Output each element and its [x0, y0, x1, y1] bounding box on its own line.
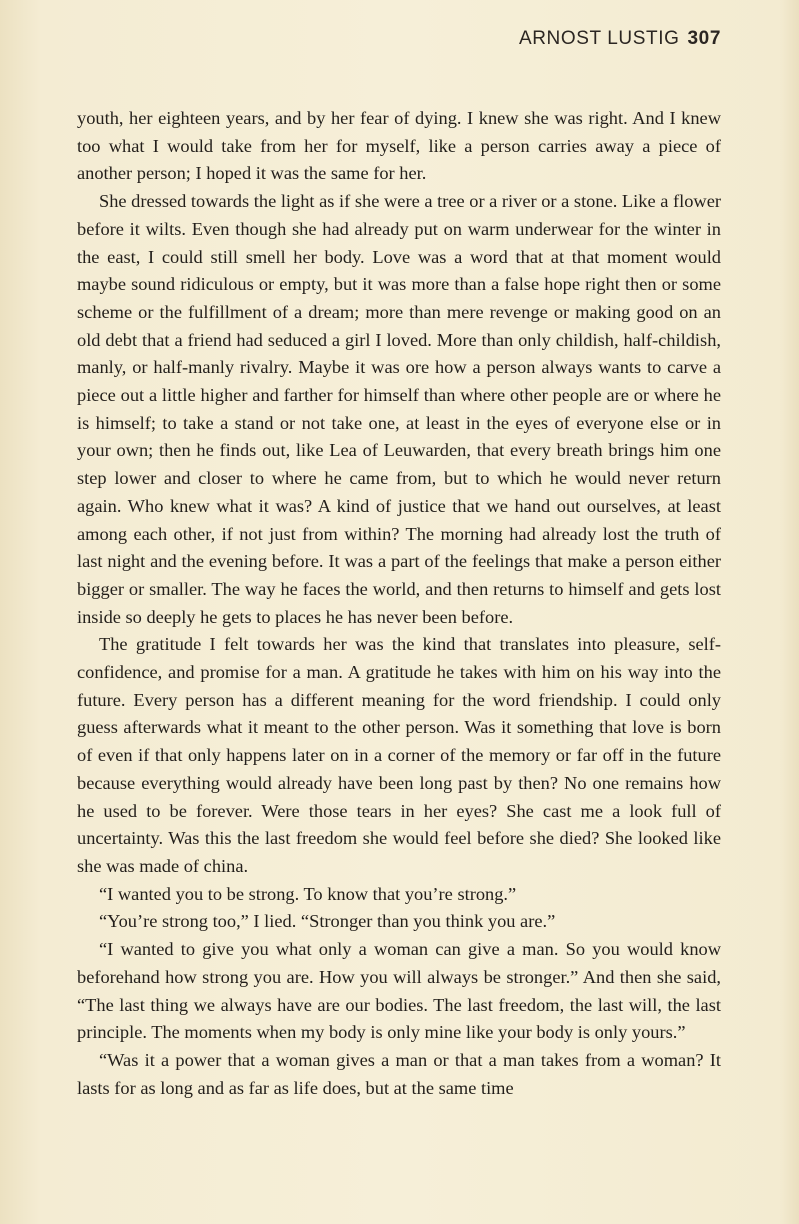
author-name: ARNOST LUSTIG — [518, 28, 680, 49]
paragraph-5: “You’re strong too,” I lied. “Stronger than you think you are.” — [99, 911, 556, 932]
body-text — [77, 105, 721, 1102]
running-head — [519, 28, 721, 50]
paragraph-2: She dressed towards the light as if she were a tree or a river or a stone. Like a flower before it wilts. Even though she had already put on warm underwear for the winter in the east, I could still smell her body. Love was a word that at that moment would maybe sound ridiculous or empty, but it was more than a false hope right then or some scheme or the fulfillment of a dream; more than mere revenge or making good on an old debt that a friend had seduced a girl I loved. More than only childish, half-childish, manly, or half-manly rivalry. Maybe it was ore how a person always wants to carve a piece out a little higher and farther for himself than where other people are or where he is himself; to take a stand or not take one, at least in the eyes of everyone else or in your own; then he finds out, like Lea of Leuwarden, that every breath brings him one step lower and closer to where he came from, but to which he would never return again. Who knew what it was? A kind of justice that we hand out ourselves, at least among each other, if not just from within? The morning had already lost the truth of last night and the evening before. It was a part of the feelings that make a person either bigger or smaller. The way he faces the world, and then returns to himself and gets lost inside so deeply he gets to places he has never been before. — [77, 191, 721, 627]
paragraph-3: The gratitude I felt towards her was the kind that translates into pleasure, self-confidence, and promise for a man. A gratitude he takes with him on his way into the future. Every person has a different meaning for the word friendship. I could only guess afterwards what it meant to the other person. Was it something that love is born of even if that only happens later on in a corner of the memory or far off in the future because everything would already have been long past by then? No one remains how he used to be forever. Were those tears in her eyes? She cast me a look full of uncertainty. Was this the last freedom she would feel before she died? She looked like she was made of china. — [77, 634, 721, 876]
paragraph-7: “Was it a power that a woman gives a man or that a man takes from a woman? It lasts for as long and as far as life does, but at the same time — [77, 1049, 721, 1098]
paragraph-4: “I wanted you to be strong. To know that you’re strong.” — [99, 883, 517, 904]
page-number: 307 — [687, 28, 721, 49]
paragraph-6: “I wanted to give you what only a woman can give a man. So you would know beforehand how strong you are. How you will always be stronger.” And then she said, “The last thing we always have are our bodies. The last freedom, the last will, the last principle. The moments when my body is only mine like your body is only yours.” — [77, 939, 721, 1043]
paragraph-1: youth, her eighteen years, and by her fear of dying. I knew she was right. And I knew too what I would take from her for myself, like a person carries away a piece of another person; I hoped it was the same for her. — [77, 108, 721, 184]
